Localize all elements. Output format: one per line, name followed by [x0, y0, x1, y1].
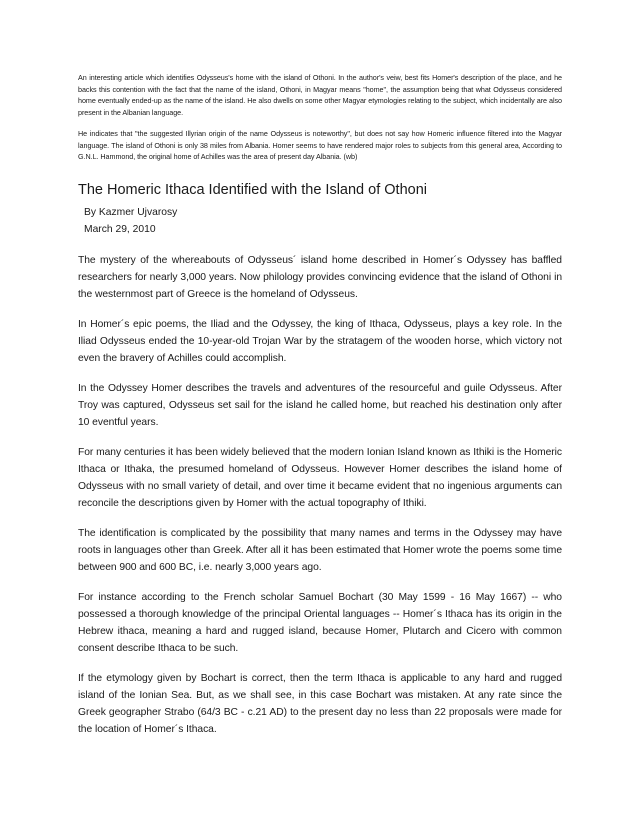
- article-author: By Kazmer Ujvarosy: [84, 206, 178, 218]
- article-paragraph-5: The identification is complicated by the possibility that many names and terms in the Odyssey may have roots in languages other than Greek. After all it has been estimated that Homer wrote the poems some time between 900 and 600 BC, i.e. nearly 3,000 years ago.: [78, 527, 562, 573]
- article-paragraph-1: The mystery of the whereabouts of Odysseus´ island home described in Homer´s Odyssey has baffled researchers for nearly 3,000 years. Now philology provides convincing evidence that the island of Othoni in the westernmost part of Greece is the homeland of Odysseus.: [78, 254, 562, 300]
- article-title: The Homeric Ithaca Identified with the Island of Othoni: [78, 181, 427, 198]
- article-paragraph-6: For instance according to the French scholar Samuel Bochart (30 May 1599 - 16 May 1667) -- who possessed a thorough knowledge of the principal Oriental languages -- Homer´s Ithaca has its origin in the Hebrew ithaca, meaning a hard and rugged island, because Homer, Plutarch and Cicero with common consent describe Ithaca to be such.: [78, 591, 562, 654]
- article-date: March 29, 2010: [84, 223, 156, 235]
- article-paragraph-4: For many centuries it has been widely believed that the modern Ionian Island known as Ithiki is the Homeric Ithaca or Ithaka, the presumed homeland of Odysseus. However Homer describes the island home of Odysseus with no small variety of detail, and over time it became evident that no ingenious arguments can reconcile the descriptions given by Homer with the actual topography of Ithiki.: [78, 446, 563, 509]
- intro-paragraph-1: An interesting article which identifies Odysseus's home with the island of Othoni. In the author's veiw, best fits Homer's description of the place, and he backs this contention with the fact that the name of the island, Othoni, in Magyar means "home", the assumption being that what Odysseus considered home eventually ended-up as the name of the island. He also dwells on some other Magyar etymologies relating to the subject, which incidentally are also present in the Albanian language.: [78, 73, 562, 117]
- intro-paragraph-2: He indicates that "the suggested Illyrian origin of the name Odysseus is noteworthy", but does not say how Homeric influence filtered into the Magyar language. The island of Othoni is only 38 miles from Albania. Homer seems to have rendered major roles to subjects from this general area, According to G.N.L. Hammond, the original home of Achilles was the area of present day Albania. (wb): [78, 129, 562, 161]
- article-paragraph-7: If the etymology given by Bochart is correct, then the term Ithaca is applicable to any hard and rugged island of the Ionian Sea. But, as we shall see, in this case Bochart was mistaken. At any rate since the Greek geographer Strabo (64/3 BC - c.21 AD) to the present day no less than 22 proposals were made for the location of Homer´s Ithaca.: [78, 672, 562, 735]
- article-paragraph-2: In Homer´s epic poems, the Iliad and the Odyssey, the king of Ithaca, Odysseus, plays a key role. In the Iliad Odysseus ended the 10-year-old Trojan War by the stratagem of the wooden horse, which victory not even the bravery of Achilles could accomplish.: [78, 318, 562, 364]
- article-paragraph-3: In the Odyssey Homer describes the travels and adventures of the resourceful and guile Odysseus. After Troy was captured, Odysseus set sail for the island he called home, but reached his destination only after 10 eventful years.: [78, 382, 562, 428]
- document-page: [78, 72, 562, 751]
